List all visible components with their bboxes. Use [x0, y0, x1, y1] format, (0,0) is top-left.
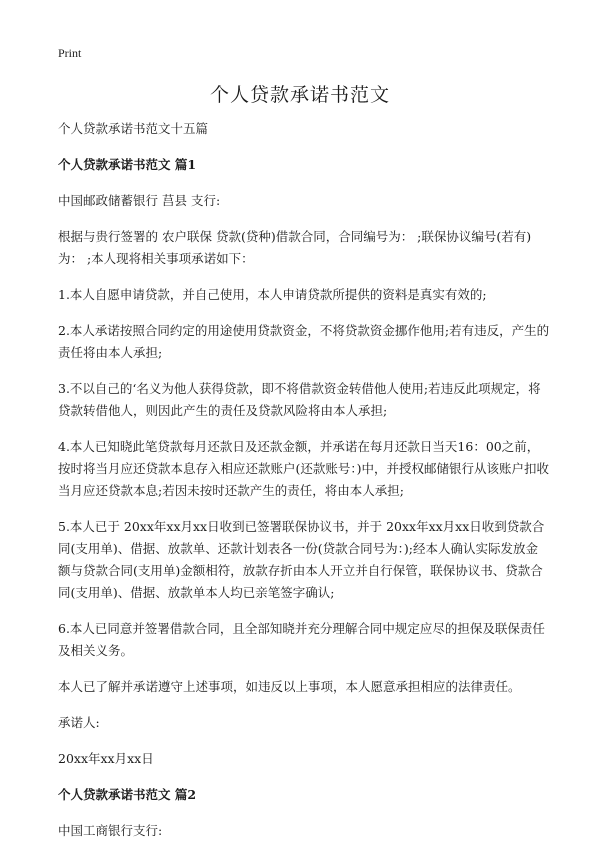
signer-label: 承诺人:: [58, 715, 100, 730]
page-title: 个人贷款承诺书范文: [209, 84, 390, 106]
section-heading-1: 个人贷款承诺书范文 篇1: [58, 157, 197, 172]
document-subtitle: 个人贷款承诺书范文十五篇: [58, 121, 209, 136]
intro-paragraph: 根据与贵行签署的 农户联保 贷款(贷种)借款合同，合同编号为： ;联保协议编号(若有)为： ;本人现将相关事项承诺如下：: [58, 229, 532, 266]
commitment-item: 2.本人承诺按照合同约定的用途使用贷款资金，不将贷款资金挪作他用;若有违反，产生的责任将由本人承担;: [58, 323, 550, 360]
recipient-line: 中国邮政储蓄银行 莒县 支行:: [58, 193, 221, 208]
commitment-item: 1.本人自愿申请贷款，并自己使用，本人申请贷款所提供的资料是真实有效的;: [58, 287, 487, 302]
commitment-item: 5.本人已于 20xx年xx月xx日收到已签署联保协议书，并于 20xx年xx月xx日收到贷款合同(支用单)、借据、放款单、还款计划表各一份(贷款合同号为：);经本人确认实际发放金额与贷款合同(支用单)金额相符，放款存折由本人开立并自行保管，联保协议书、贷款合同(支用单)、借据、放款单本人均已亲笔签字确认;: [58, 519, 545, 600]
print-link[interactable]: Print: [58, 46, 82, 60]
recipient-line-2: 中国工商银行支行:: [58, 823, 163, 838]
conclusion-paragraph: 本人已了解并承诺遵守上述事项，如违反以上事项，本人愿意承担相应的法律责任。: [58, 679, 521, 694]
signature-date: 20xx年xx月xx日: [58, 751, 154, 766]
commitment-item: 3.不以自己的‘名义为他人获得贷款，即不将借款资金转借他人使用;若违反此项规定，将贷款转借他人，则因此产生的责任及贷款风险将由本人承担;: [58, 381, 541, 418]
commitment-item: 6.本人已同意并签署借款合同，且全部知晓并充分理解合同中规定应尽的担保及联保责任及相关义务。: [58, 621, 545, 658]
document-body: [58, 118, 550, 856]
commitment-item: 4.本人已知晓此笔贷款每月还款日及还款金额，并承诺在每月还款日当天16：00之前，按时将当月应还贷款本息存入相应还款账户(还款账号：)中，并授权邮储银行从该账户扣收当月应还贷款本息;若因未按时还款产生的责任，将由本人承担;: [58, 439, 550, 498]
section-heading-2: 个人贷款承诺书范文 篇2: [58, 787, 197, 802]
